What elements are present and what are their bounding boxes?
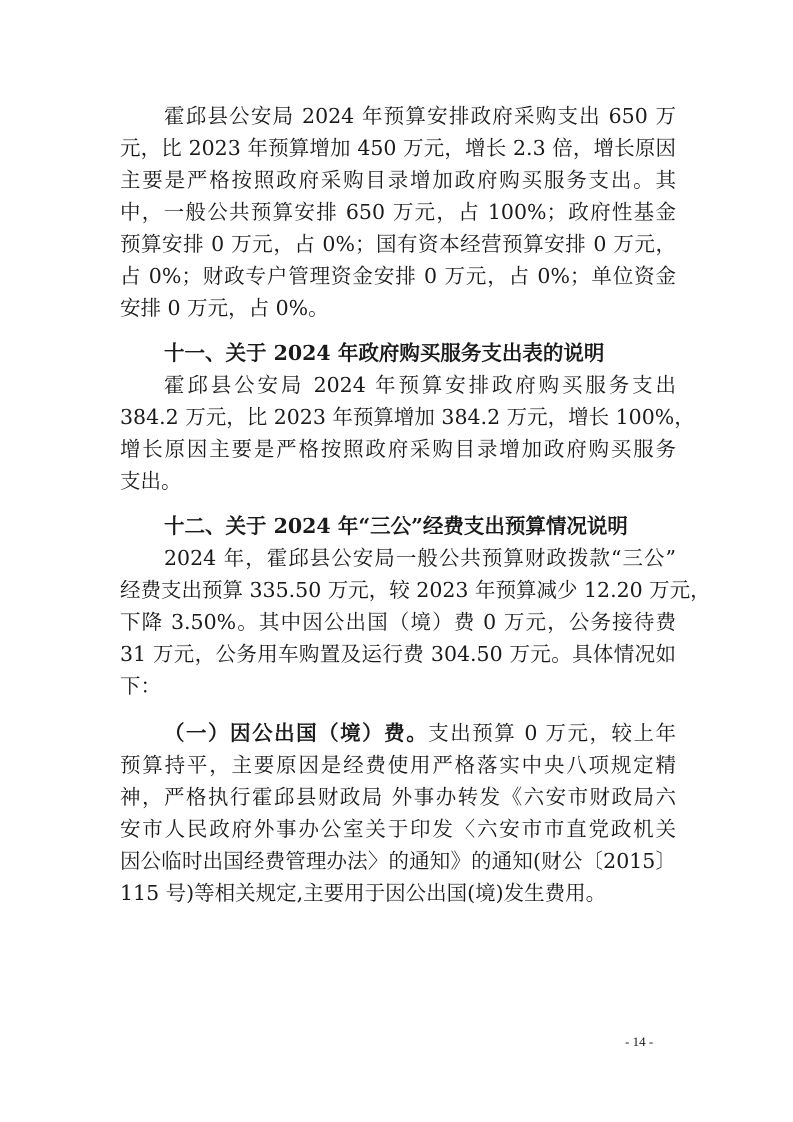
text-line: 预算持平，主要原因是经费使用严格落实中央八项规定精 [120,753,676,777]
paragraph-overseas-travel [120,717,676,909]
text-line: 神，严格执行霍邱县财政局 外事办转发《六安市财政局六 [120,785,676,809]
text-line: 霍邱县公安局 2024 年预算安排政府购买服务支出 [164,373,676,397]
text-line: 中，一般公共预算安排 650 万元，占 100%；政府性基金 [120,200,676,224]
text-line: 占 0%；财政专户管理资金安排 0 万元，占 0%；单位资金 [120,264,676,288]
text-line: 115 号)等相关规定,主要用于因公出国(境)发生费用。 [120,881,607,905]
text-line: 元，比 2023 年预算增加 450 万元，增长 2.3 倍，增长原因 [120,136,676,160]
text-line: 预算安排 0 万元，占 0%；国有资本经营预算安排 0 万元， [120,232,676,256]
paragraph-purchase-services [120,369,695,497]
text-line: 主要是严格按照政府采购目录增加政府购买服务支出。其 [120,168,676,192]
text-line: 安市人民政府外事办公室关于印发〈六安市市直党政机关 [120,817,676,841]
text-line [120,717,676,749]
text-line: 安排 0 万元，占 0%。 [120,296,329,320]
text-line: 384.2 万元，比 2023 年预算增加 384.2 万元，增长 100%， [120,405,695,429]
document-body [120,100,711,909]
text-line: 31 万元，公务用车购置及运行费 304.50 万元。具体情况如 [120,642,676,666]
text-line: 霍邱县公安局 2024 年预算安排政府采购支出 650 万 [164,104,676,128]
text-line: 因公临时出国经费管理办法〉的通知》的通知(财公〔2015〕 [120,849,676,873]
paragraph-three-public [120,542,711,702]
text-line: 增长原因主要是严格按照政府采购目录增加政府购买服务 [120,437,676,461]
section-heading-12: 十二、关于 2024 年“三公”经费支出预算情况说明 [164,514,628,538]
paragraph-procurement [120,100,676,324]
text-span: 支出预算 0 万元，较上年 [428,721,677,745]
text-line: 经费支出预算 335.50 万元，较 2023 年预算减少 12.20 万元， [120,578,711,602]
page-number: - 14 - [625,1034,654,1049]
text-line: 下： [120,674,161,698]
text-line: 支出。 [120,469,182,493]
subsection-heading: （一）因公出国（境）费。 [164,721,429,745]
text-line: 2024 年，霍邱县公安局一般公共预算财政拨款“三公” [164,546,676,570]
section-heading-11: 十一、关于 2024 年政府购买服务支出表的说明 [164,341,605,365]
text-line: 下降 3.50%。其中因公出国（境）费 0 万元，公务接待费 [120,610,676,634]
